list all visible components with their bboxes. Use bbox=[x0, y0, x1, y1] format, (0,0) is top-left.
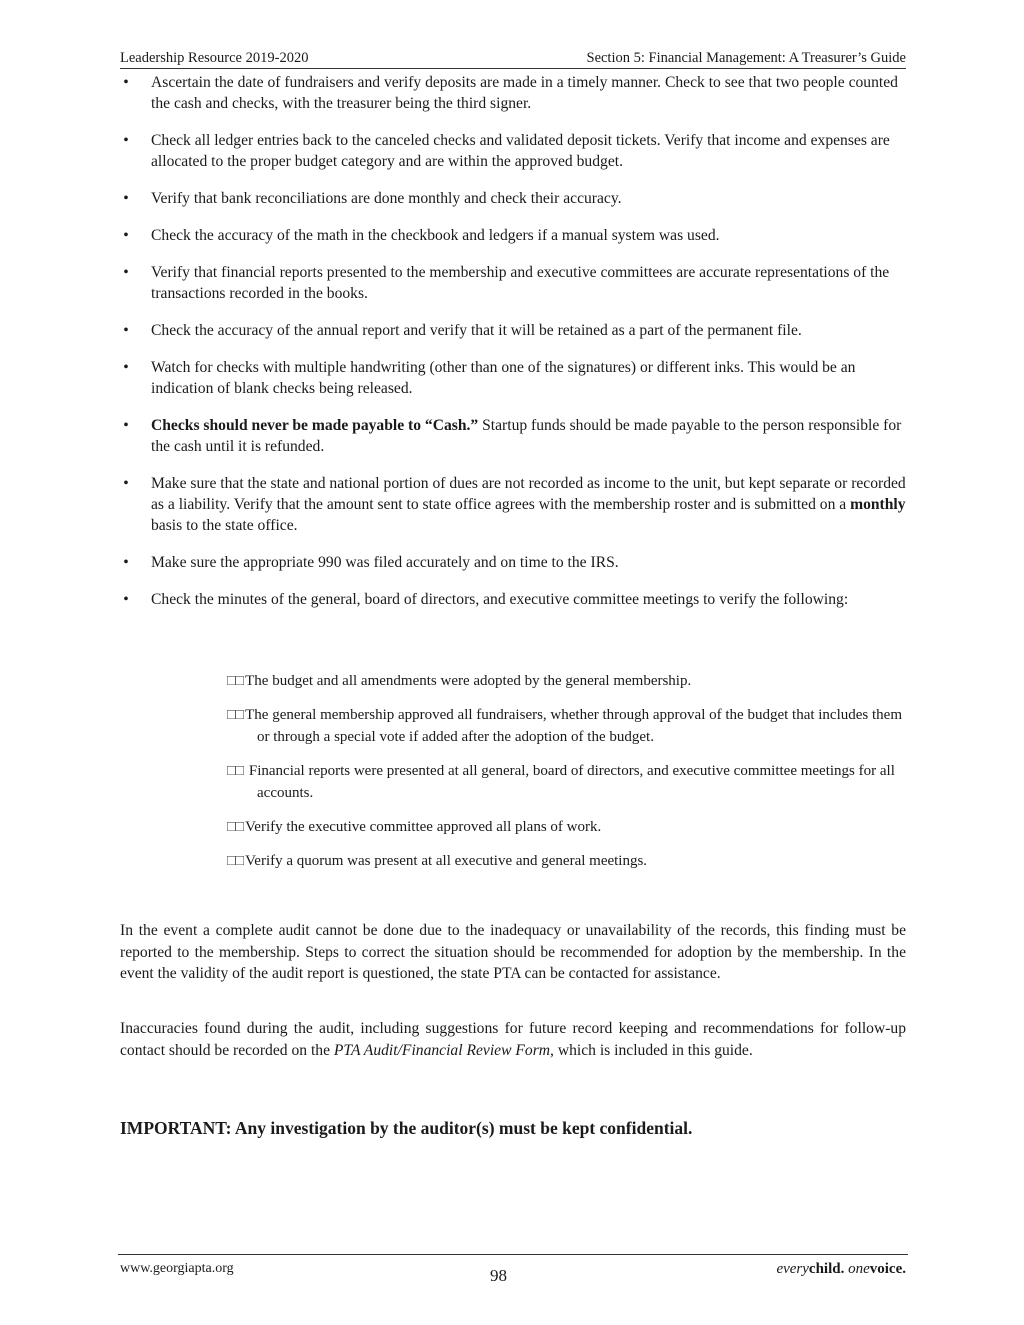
form-name: PTA Audit/Financial Review Form, bbox=[333, 1041, 554, 1059]
bullet-icon: • bbox=[123, 264, 129, 281]
list-item: • Checks should never be made payable to “Cash.” Startup funds should be made payable to the person responsible for the cash until it is refunded. bbox=[120, 415, 906, 457]
list-item: • Make sure the appropriate 990 was filed accurately and on time to the IRS. bbox=[120, 552, 906, 573]
header-right: Section 5: Financial Management: A Treasurer’s Guide bbox=[586, 50, 906, 66]
bullet-icon: • bbox=[123, 591, 129, 608]
bullet-icon: • bbox=[123, 74, 129, 91]
checklist-item: □□ Verify a quorum was present at all executive and general meetings. bbox=[227, 853, 648, 869]
footer-divider bbox=[118, 1254, 908, 1255]
bullet-icon: • bbox=[123, 190, 129, 207]
footer-url: www.georgiapta.org bbox=[120, 1261, 234, 1276]
bullet-icon: • bbox=[123, 475, 129, 492]
checklist-item: □□ The budget and all amendments were adopted by the general membership. bbox=[227, 673, 692, 689]
checklist-item: □□ Verify the executive committee approved all plans of work. bbox=[227, 819, 602, 835]
audit-checklist bbox=[120, 72, 906, 626]
list-item: • Watch for checks with multiple handwriting (other than one of the signatures) or different inks. This would be an indication of blank checks being released. bbox=[120, 357, 906, 399]
incomplete-audit-paragraph: In the event a complete audit cannot be done due to the inadequacy or unavailability of the records, this finding must be reported to the membership. Steps to correct the situation should be recommended for adoption by the membership. In the event the validity of the audit report is questioned, the state PTA can be contacted for assistance. bbox=[120, 922, 906, 982]
list-item: • Check the accuracy of the math in the checkbook and ledgers if a manual system was used. bbox=[120, 225, 906, 246]
confidentiality-notice: IMPORTANT: Any investigation by the auditor(s) must be kept confidential. bbox=[120, 1118, 693, 1138]
list-item: • Verify that bank reconciliations are done monthly and check their accuracy. bbox=[120, 188, 906, 209]
list-item: • Verify that financial reports presented to the membership and executive committees are accurate representations of the transactions recorded in the books. bbox=[120, 262, 906, 304]
list-item: • Check the accuracy of the annual report and verify that it will be retained as a part of the permanent file. bbox=[120, 320, 906, 341]
list-item: • Check the minutes of the general, board of directors, and executive committee meetings to verify the following: bbox=[120, 589, 906, 610]
list-item: • Make sure that the state and national portion of dues are not recorded as income to the unit, but kept separate or recorded as a liability. Verify that the amount sent to state office agrees with the membership roster and is submitted on a monthly basis to the state office. bbox=[120, 473, 906, 536]
bullet-icon: • bbox=[123, 359, 129, 376]
bullet-icon: • bbox=[123, 417, 129, 434]
checkbox-icon: □□ bbox=[227, 707, 244, 723]
minutes-checklist bbox=[227, 670, 917, 884]
checkbox-icon: □□ bbox=[227, 673, 244, 689]
header-left: Leadership Resource 2019-2020 bbox=[120, 50, 309, 66]
bullet-icon: • bbox=[123, 554, 129, 571]
cash-warning: Checks should never be made payable to “Cash.” bbox=[151, 417, 479, 434]
checkbox-icon: □□ bbox=[227, 853, 244, 869]
checklist-item: □□ Financial reports were presented at all general, board of directors, and executive committee meetings for all accounts. bbox=[227, 763, 895, 801]
footer-slogan: everychild. onevoice. bbox=[776, 1261, 906, 1277]
page-number: 98 bbox=[490, 1266, 507, 1285]
bullet-icon: • bbox=[123, 227, 129, 244]
bullet-icon: • bbox=[123, 322, 129, 339]
list-item: • Ascertain the date of fundraisers and verify deposits are made in a timely manner. Check to see that two people counted the cash and checks, with the treasurer being the third signer. bbox=[120, 72, 906, 114]
checkbox-icon: □□ bbox=[227, 763, 244, 779]
checklist-item: □□ The general membership approved all fundraisers, whether through approval of the budget that includes them or through a special vote if added after the adoption of the budget. bbox=[227, 707, 902, 745]
inaccuracies-paragraph: Inaccuracies found during the audit, including suggestions for future record keeping and recommendations for follow-up contact should be recorded on the PTA Audit/Financial Review Form, which is included in this guide. bbox=[120, 1020, 906, 1059]
checkbox-icon: □□ bbox=[227, 819, 244, 835]
page-header bbox=[120, 50, 906, 69]
list-item: • Check all ledger entries back to the canceled checks and validated deposit tickets. Verify that income and expenses are allocated to the proper budget category and are within the approved budget. bbox=[120, 130, 906, 172]
bullet-icon: • bbox=[123, 132, 129, 149]
